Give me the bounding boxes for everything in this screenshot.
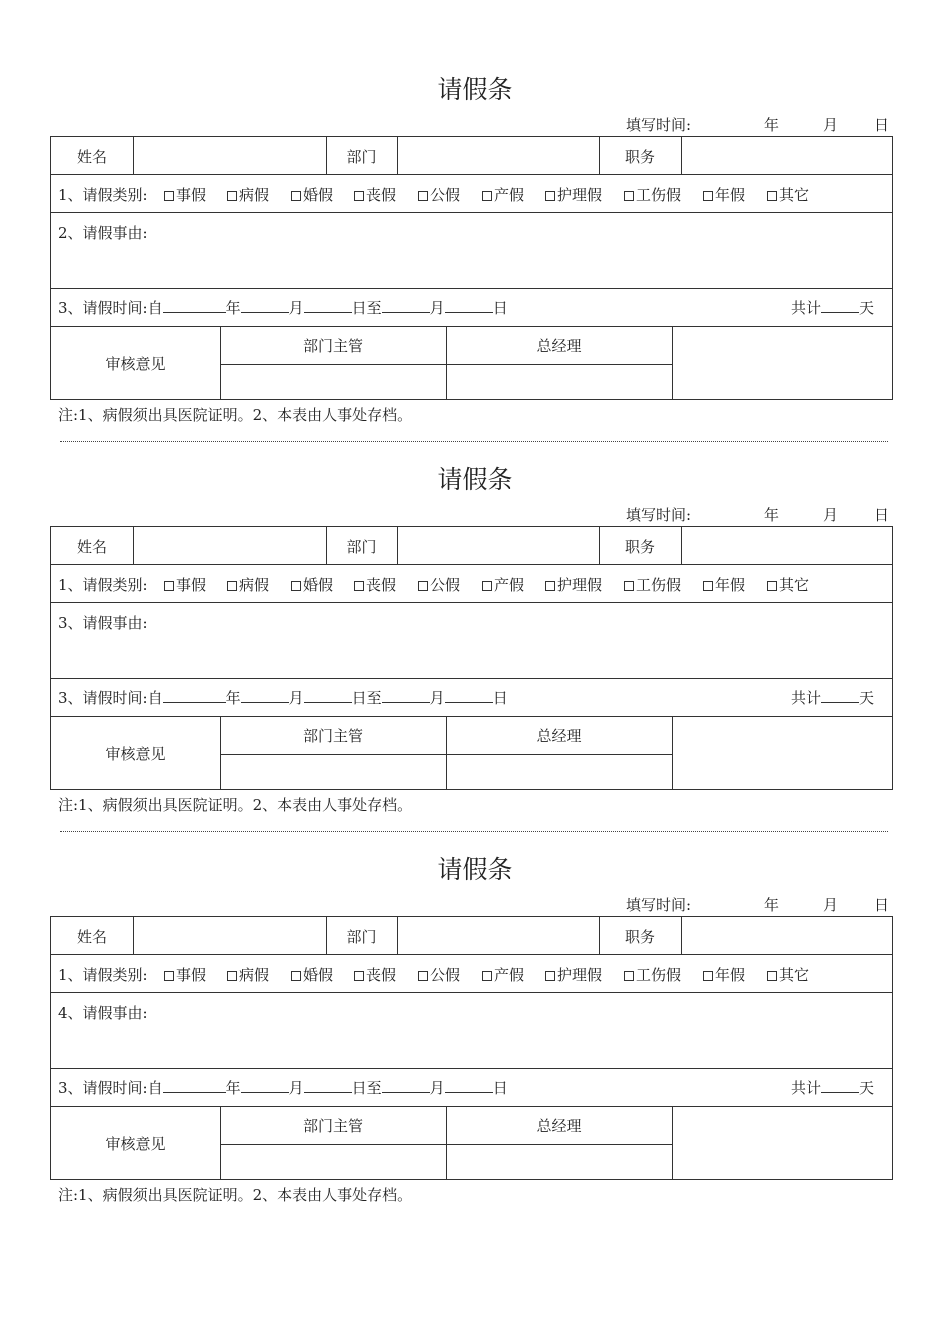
checkbox-icon xyxy=(227,581,237,591)
checkbox-icon xyxy=(291,191,301,201)
leave-type-option[interactable]: 工伤假 xyxy=(624,574,681,595)
divider xyxy=(51,716,892,717)
checkbox-icon xyxy=(418,971,428,981)
leave-type-label: 1、请假类别: xyxy=(58,576,148,594)
general-manager-label: 总经理 xyxy=(536,727,582,745)
divider xyxy=(397,527,398,564)
leave-type-option[interactable]: 其它 xyxy=(767,574,809,595)
form-title: 请假条 xyxy=(437,75,513,104)
position-field[interactable] xyxy=(683,529,890,562)
leave-reason-field[interactable] xyxy=(53,633,890,676)
general-manager-sign-field[interactable] xyxy=(448,1146,670,1177)
end-month-field[interactable] xyxy=(382,298,430,313)
checkbox-icon xyxy=(624,581,634,591)
checkbox-icon xyxy=(703,191,713,201)
leave-type-option[interactable]: 公假 xyxy=(418,964,460,985)
leave-type-option[interactable]: 护理假 xyxy=(545,964,602,985)
fill-year: 年 xyxy=(764,116,780,134)
leave-type-option[interactable]: 婚假 xyxy=(291,184,333,205)
dept-label: 部门 xyxy=(346,928,377,946)
divider xyxy=(51,174,892,175)
divider xyxy=(681,527,682,564)
leave-type-option[interactable]: 事假 xyxy=(164,964,206,985)
leave-type-option[interactable]: 年假 xyxy=(703,574,745,595)
leave-type-option[interactable]: 丧假 xyxy=(354,184,396,205)
leave-type-option[interactable]: 护理假 xyxy=(545,184,602,205)
general-manager-label: 总经理 xyxy=(536,337,582,355)
divider xyxy=(681,917,682,954)
fill-month: 月 xyxy=(823,116,839,134)
divider xyxy=(133,527,134,564)
leave-type-option[interactable]: 年假 xyxy=(703,184,745,205)
fill-year: 年 xyxy=(764,506,780,524)
position-label: 职务 xyxy=(624,148,655,166)
form-title: 请假条 xyxy=(437,855,513,884)
dept-field[interactable] xyxy=(399,139,597,172)
dept-field[interactable] xyxy=(399,919,597,952)
total-days: 共计 天 xyxy=(791,299,875,317)
start-month-field[interactable] xyxy=(241,298,289,313)
leave-type-option[interactable]: 产假 xyxy=(482,964,524,985)
checkbox-icon xyxy=(703,581,713,591)
review-label: 审核意见 xyxy=(105,745,166,763)
leave-reason-label: 3、请假事由: xyxy=(58,614,148,632)
checkbox-icon xyxy=(164,191,174,201)
position-field[interactable] xyxy=(683,139,890,172)
start-month-field[interactable] xyxy=(241,1078,289,1093)
start-day-field[interactable] xyxy=(304,298,352,313)
fill-day: 日 xyxy=(874,116,890,134)
review-label: 审核意见 xyxy=(105,1135,166,1153)
fill-month: 月 xyxy=(823,506,839,524)
checkbox-icon xyxy=(545,191,555,201)
checkbox-icon xyxy=(767,581,777,591)
end-day-field[interactable] xyxy=(445,1078,493,1093)
leave-type-label: 1、请假类别: xyxy=(58,966,148,984)
divider xyxy=(51,288,892,289)
leave-type-option[interactable]: 婚假 xyxy=(291,574,333,595)
leave-table xyxy=(50,526,893,790)
fill-day: 日 xyxy=(874,896,890,914)
total-days-field[interactable] xyxy=(821,1078,859,1093)
checkbox-icon xyxy=(545,971,555,981)
dept-manager-label: 部门主管 xyxy=(302,1117,363,1135)
checkbox-icon xyxy=(164,581,174,591)
footnote: 注:1、病假须出具医院证明。2、本表由人事处存档。 xyxy=(58,1186,413,1204)
checkbox-icon xyxy=(291,971,301,981)
end-month-field[interactable] xyxy=(382,1078,430,1093)
leave-form-2 xyxy=(0,390,950,814)
divider xyxy=(51,1106,892,1107)
checkbox-icon xyxy=(624,191,634,201)
leave-type-label: 1、请假类别: xyxy=(58,186,148,204)
dept-label: 部门 xyxy=(346,148,377,166)
checkbox-icon xyxy=(291,581,301,591)
leave-time-row: 3、请假时间:自 年 月 日至 月 日 xyxy=(58,299,508,317)
leave-table xyxy=(50,916,893,1180)
divider xyxy=(51,564,892,565)
leave-type-option[interactable]: 婚假 xyxy=(291,964,333,985)
start-year-field[interactable] xyxy=(163,298,226,313)
leave-type-option[interactable]: 病假 xyxy=(227,184,269,205)
divider xyxy=(672,1106,673,1179)
position-label: 职务 xyxy=(624,928,655,946)
fill-time-row xyxy=(0,894,950,914)
fill-year: 年 xyxy=(764,896,780,914)
checkbox-icon xyxy=(767,971,777,981)
leave-time-row: 3、请假时间:自 年 月 日至 月 日 xyxy=(58,689,508,707)
leave-form-1 xyxy=(0,0,950,424)
divider xyxy=(51,602,892,603)
checkbox-icon xyxy=(354,971,364,981)
checkbox-icon xyxy=(703,971,713,981)
fill-time-label: 填写时间: xyxy=(626,506,692,524)
leave-type-option[interactable]: 工伤假 xyxy=(624,964,681,985)
divider xyxy=(51,326,892,327)
fill-time-row xyxy=(0,504,950,524)
footnote: 注:1、病假须出具医院证明。2、本表由人事处存档。 xyxy=(58,796,413,814)
leave-type-option[interactable]: 年假 xyxy=(703,964,745,985)
leave-type-option[interactable]: 其它 xyxy=(767,964,809,985)
checkbox-icon xyxy=(418,581,428,591)
fill-day: 日 xyxy=(874,506,890,524)
dept-manager-label: 部门主管 xyxy=(302,337,363,355)
divider xyxy=(133,917,134,954)
divider xyxy=(51,954,892,955)
dept-field[interactable] xyxy=(399,529,597,562)
divider xyxy=(51,212,892,213)
divider xyxy=(397,137,398,174)
leave-type-option[interactable]: 公假 xyxy=(418,184,460,205)
fill-time-label: 填写时间: xyxy=(626,896,692,914)
name-label: 姓名 xyxy=(76,148,107,166)
checkbox-icon xyxy=(624,971,634,981)
divider xyxy=(672,716,673,789)
total-days-field[interactable] xyxy=(821,688,859,703)
start-day-field[interactable] xyxy=(304,688,352,703)
end-day-field[interactable] xyxy=(445,298,493,313)
leave-type-option[interactable]: 病假 xyxy=(227,574,269,595)
end-day-field[interactable] xyxy=(445,688,493,703)
leave-type-option[interactable]: 事假 xyxy=(164,184,206,205)
leave-type-option[interactable]: 护理假 xyxy=(545,574,602,595)
total-days: 共计 天 xyxy=(791,689,875,707)
position-label: 职务 xyxy=(624,538,655,556)
divider xyxy=(51,1068,892,1069)
fill-month: 月 xyxy=(823,896,839,914)
divider xyxy=(51,992,892,993)
leave-type-option[interactable]: 产假 xyxy=(482,574,524,595)
form-title: 请假条 xyxy=(437,465,513,494)
divider xyxy=(51,678,892,679)
name-field[interactable] xyxy=(135,139,324,172)
fill-time-label: 填写时间: xyxy=(626,116,692,134)
name-label: 姓名 xyxy=(76,928,107,946)
leave-reason-label: 2、请假事由: xyxy=(58,224,148,242)
review-label: 审核意见 xyxy=(105,355,166,373)
leave-type-option[interactable]: 工伤假 xyxy=(624,184,681,205)
name-field[interactable] xyxy=(135,919,324,952)
divider xyxy=(681,137,682,174)
start-year-field[interactable] xyxy=(163,1078,226,1093)
dept-label: 部门 xyxy=(346,538,377,556)
leave-type-option[interactable]: 病假 xyxy=(227,964,269,985)
checkbox-icon xyxy=(354,191,364,201)
checkbox-icon xyxy=(227,191,237,201)
checkbox-icon xyxy=(418,191,428,201)
dept-manager-label: 部门主管 xyxy=(302,727,363,745)
leave-type-option[interactable]: 产假 xyxy=(482,184,524,205)
checkbox-icon xyxy=(545,581,555,591)
dept-manager-sign-field[interactable] xyxy=(222,1146,444,1177)
checkbox-icon xyxy=(482,191,492,201)
divider xyxy=(397,917,398,954)
checkbox-icon xyxy=(482,581,492,591)
leave-reason-label: 4、请假事由: xyxy=(58,1004,148,1022)
leave-reason-field[interactable] xyxy=(53,243,890,286)
leave-reason-field[interactable] xyxy=(53,1023,890,1066)
start-year-field[interactable] xyxy=(163,688,226,703)
end-month-field[interactable] xyxy=(382,688,430,703)
leave-type-option[interactable]: 丧假 xyxy=(354,964,396,985)
start-month-field[interactable] xyxy=(241,688,289,703)
fill-time-row xyxy=(0,114,950,134)
leave-type-option[interactable]: 事假 xyxy=(164,574,206,595)
total-days-field[interactable] xyxy=(821,298,859,313)
checkbox-icon xyxy=(767,191,777,201)
checkbox-icon xyxy=(482,971,492,981)
position-field[interactable] xyxy=(683,919,890,952)
checkbox-icon xyxy=(354,581,364,591)
leave-type-option[interactable]: 公假 xyxy=(418,574,460,595)
checkbox-icon xyxy=(164,971,174,981)
name-label: 姓名 xyxy=(76,538,107,556)
leave-type-option[interactable]: 其它 xyxy=(767,184,809,205)
leave-type-option[interactable]: 丧假 xyxy=(354,574,396,595)
start-day-field[interactable] xyxy=(304,1078,352,1093)
divider xyxy=(672,326,673,399)
general-manager-label: 总经理 xyxy=(536,1117,582,1135)
leave-time-row: 3、请假时间:自 年 月 日至 月 日 xyxy=(58,1079,508,1097)
leave-table xyxy=(50,136,893,400)
footnote: 注:1、病假须出具医院证明。2、本表由人事处存档。 xyxy=(58,406,413,424)
divider xyxy=(133,137,134,174)
checkbox-icon xyxy=(227,971,237,981)
leave-form-3 xyxy=(0,780,950,1204)
total-days: 共计 天 xyxy=(791,1079,875,1097)
name-field[interactable] xyxy=(135,529,324,562)
